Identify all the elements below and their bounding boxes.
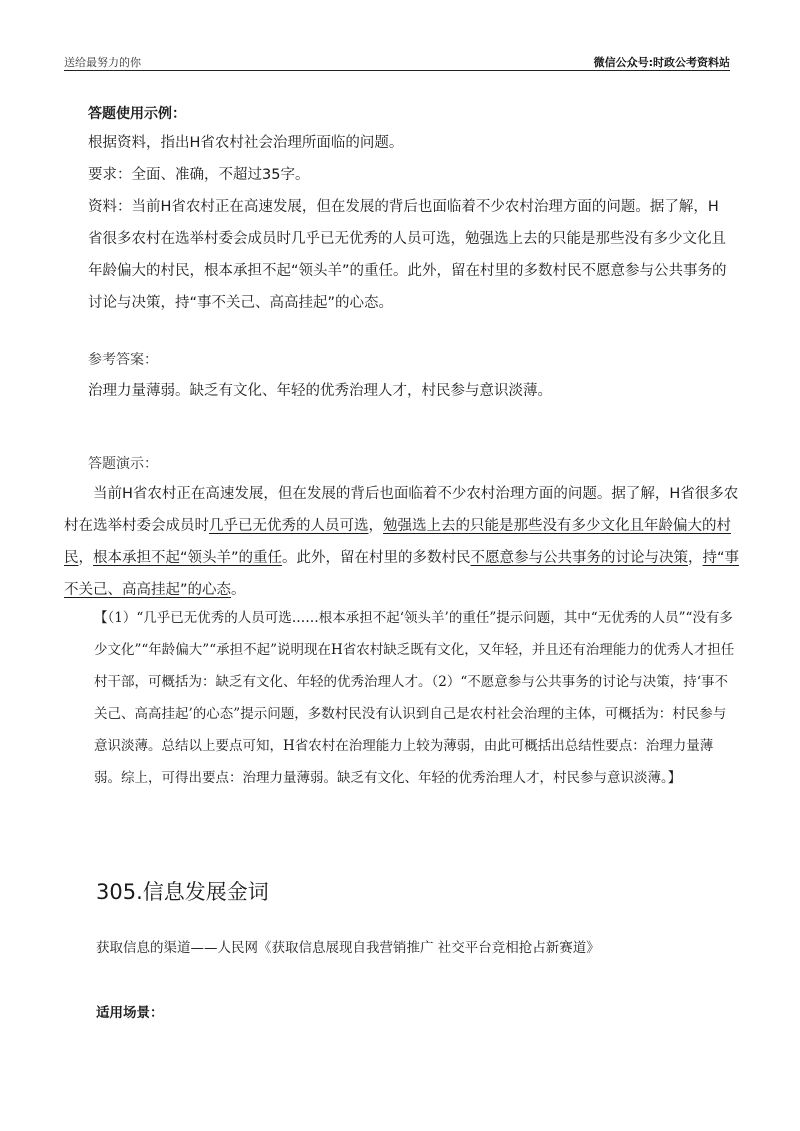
example-question: 根据资料，指出H省农村社会治理所面临的问题。	[88, 135, 404, 151]
demo-title: 答题演示：	[88, 456, 158, 472]
example-material: 资料：当前H省农村正在高速发展，但在发展的背后也面临着不少农村治理方面的问题。据了解，H省很多农村在选举村委会成员时几乎已无优秀的人员可选，勉强选上去的只能是那些没有多少文化且年龄偏大的村民，根本承担不起“领头羊”的重任。此外，留在村里的多数村民不愿意参与公共事务的讨论与决策，持“事不关己、高高挂起”的心态。	[88, 199, 727, 311]
reference-title: 参考答案：	[88, 352, 158, 368]
reference-answer: 治理力量薄弱。缺乏有文化、年轻的优秀治理人才，村民参与意识淡薄。	[88, 383, 552, 399]
underline-1: 几乎已无优秀的人员可选	[209, 518, 369, 534]
demo-analysis: 【（1）“几乎已无优秀的人员可选……根本承担不起‘领头羊’的重任”提示问题，其中“无优秀的人员”“没有多少文化”“年龄偏大”“承担不起”说明现在H省农村缺乏既有文化，又年轻，并且还有治理能力的优秀人才担任村干部，可概括为：缺乏有文化、年轻的优秀治理人才。（2）“不愿意参与公共事务的讨论与决策，持‘事不关己、高高挂起’的心态”提示问题，多数村民没有认识到自己是农村社会治理的主体，可概括为：村民参与意识淡薄。总结以上要点可知，H省农村在治理能力上较为薄弱，由此可概括出总结性要点：治理力量薄弱。综上，可得出要点：治理力量薄弱。缺乏有文化、年轻的优秀治理人才，村民参与意识淡薄。】	[94, 610, 735, 786]
underline-4: 不愿意参与公共事务的讨论与决策	[470, 550, 689, 566]
underline-5: 持“事不关己、高高挂起”的心态	[64, 550, 740, 598]
example-title: 答题使用示例：	[88, 106, 186, 122]
section-source: 获取信息的渠道——人民网《获取信息展现自我营销推广 社交平台竞相抢占新赛道》	[96, 940, 600, 956]
underline-3: 根本承担不起“领头羊”的重任	[93, 550, 283, 566]
section-title: 305.信息发展金词	[96, 880, 269, 904]
page-header	[64, 52, 730, 71]
demo-material: 当前H省农村正在高速发展，但在发展的背后也面临着不少农村治理方面的问题。据了解，H省很多农村在选举村委会成员时几乎已无优秀的人员可选，勉强选上去的只能是那些没有多少文化且年龄偏大的村民，根本承担不起“领头羊”的重任。此外，留在村里的多数村民不愿意参与公共事务的讨论与决策，持“事不关己、高高挂起”的心态。	[64, 486, 740, 598]
header-slogan: 送给最努力的你	[64, 56, 141, 69]
underline-2: 勉强选上去的只能是那些没有多少文化且年龄偏大的村民	[64, 518, 731, 566]
scene-label: 适用场景：	[96, 1005, 164, 1021]
example-requirement: 要求：全面、准确，不超过35字。	[88, 167, 310, 183]
header-wechat-account: 微信公众号:时政公考资料站	[593, 56, 730, 69]
